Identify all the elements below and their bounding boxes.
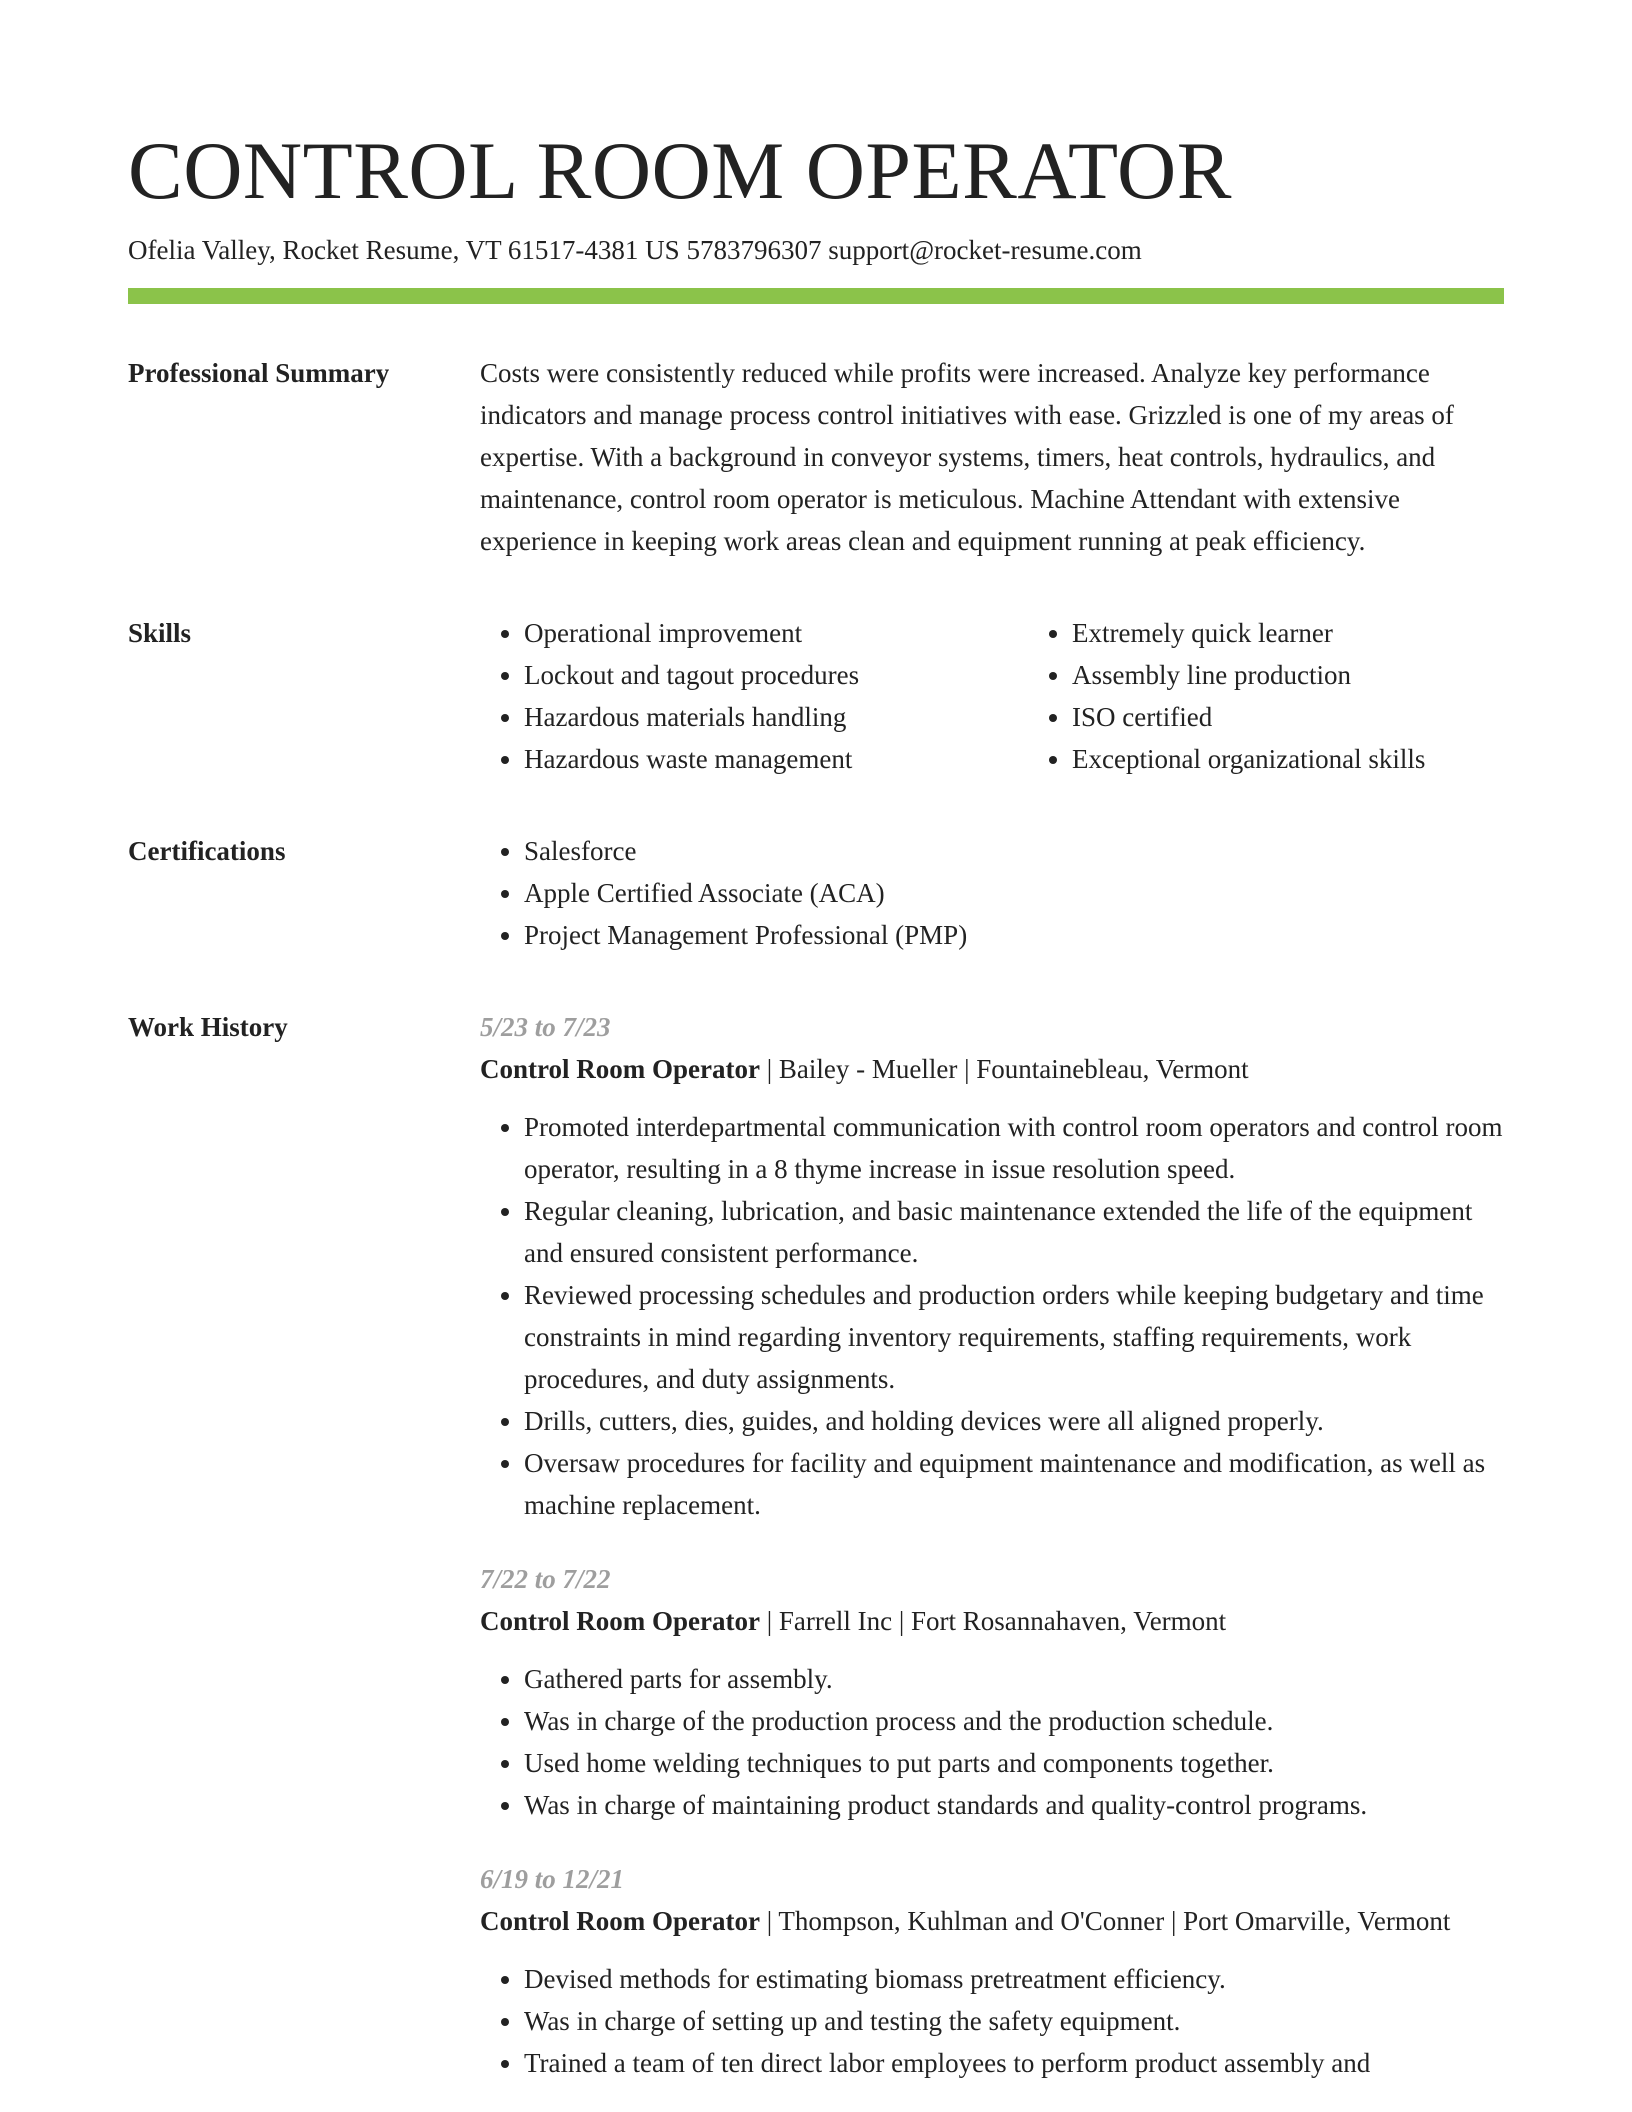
skill-item: • Exceptional organizational skills <box>1072 738 1576 780</box>
skill-item: • Lockout and tagout procedures <box>524 654 1028 696</box>
job-bullet: • Used home welding techniques to put parts and components together. <box>524 1742 1504 1784</box>
job-bullet: • Oversaw procedures for facility and equipment maintenance and modification, as well as machine replacement. <box>524 1442 1504 1526</box>
certification-item: • Salesforce <box>524 830 1504 872</box>
job-title: Control Room Operator <box>480 1906 760 1936</box>
job-bullet: • Devised methods for estimating biomass pretreatment efficiency. <box>524 1958 1504 2000</box>
job-title-line <box>480 1900 1504 1942</box>
certifications-section <box>128 830 1504 956</box>
job-entry <box>480 1006 1504 1526</box>
skill-item: • Operational improvement <box>524 612 1028 654</box>
skills-list-left <box>480 612 1028 780</box>
skill-item: • Hazardous waste management <box>524 738 1028 780</box>
job-bullets <box>480 1958 1504 2084</box>
job-entry <box>480 1858 1504 2084</box>
job-bullet: • Was in charge of maintaining product standards and quality-control programs. <box>524 1784 1504 1826</box>
accent-divider <box>128 288 1504 304</box>
job-bullet: • Reviewed processing schedules and production orders while keeping budgetary and time constraints in mind regarding inventory requirements, staffing requirements, work procedures, and duty assignments. <box>524 1274 1504 1400</box>
skill-item: • Extremely quick learner <box>1072 612 1576 654</box>
job-title-line <box>480 1600 1504 1642</box>
job-bullet: • Was in charge of the production process and the production schedule. <box>524 1700 1504 1742</box>
job-bullets <box>480 1658 1504 1826</box>
skills-list-right <box>1028 612 1576 780</box>
job-entry <box>480 1558 1504 1826</box>
job-bullets <box>480 1106 1504 1526</box>
skill-item: • ISO certified <box>1072 696 1576 738</box>
certifications-list <box>480 830 1504 956</box>
job-employer: | Thompson, Kuhlman and O'Conner | Port Omarville, Vermont <box>766 1906 1451 1936</box>
job-bullet: • Gathered parts for assembly. <box>524 1658 1504 1700</box>
skills-heading: Skills <box>128 618 192 648</box>
summary-heading: Professional Summary <box>128 358 390 388</box>
skill-item: • Assembly line production <box>1072 654 1576 696</box>
job-employer: | Bailey - Mueller | Fountainebleau, Vermont <box>766 1054 1249 1084</box>
job-bullet: • Regular cleaning, lubrication, and basic maintenance extended the life of the equipment and ensured consistent performance. <box>524 1190 1504 1274</box>
job-bullet: • Trained a team of ten direct labor employees to perform product assembly and <box>524 2042 1504 2084</box>
job-dates: 7/22 to 7/22 <box>480 1564 611 1594</box>
resume-title: CONTROL ROOM OPERATOR <box>128 125 1232 216</box>
summary-section <box>128 352 1504 562</box>
skill-item: • Hazardous materials handling <box>524 696 1028 738</box>
job-bullet: • Drills, cutters, dies, guides, and holding devices were all aligned properly. <box>524 1400 1504 1442</box>
contact-email: support@rocket-resume.com <box>828 235 1142 265</box>
job-bullet: • Was in charge of setting up and testing the safety equipment. <box>524 2000 1504 2042</box>
work-history-heading: Work History <box>128 1012 288 1042</box>
job-title: Control Room Operator <box>480 1054 760 1084</box>
job-title: Control Room Operator <box>480 1606 760 1636</box>
skills-section <box>128 612 1504 780</box>
job-dates: 5/23 to 7/23 <box>480 1012 611 1042</box>
certification-item: • Project Management Professional (PMP) <box>524 914 1504 956</box>
work-history-section <box>128 1006 1504 2084</box>
resume-page <box>128 0 1504 2084</box>
job-dates: 6/19 to 12/21 <box>480 1864 625 1894</box>
certification-item: • Apple Certified Associate (ACA) <box>524 872 1504 914</box>
job-employer: | Farrell Inc | Fort Rosannahaven, Vermont <box>766 1606 1227 1636</box>
contact-line <box>128 232 1504 268</box>
contact-phone: 5783796307 <box>686 235 822 265</box>
job-bullet: • Promoted interdepartmental communication with control room operators and control room operator, resulting in a 8 thyme increase in issue resolution speed. <box>524 1106 1504 1190</box>
summary-text: Costs were consistently reduced while profits were increased. Analyze key performance indicators and manage process control initiatives with ease. Grizzled is one of my areas of expertise. With a background in conveyor systems, timers, heat controls, hydraulics, and maintenance, control room operator is meticulous. Machine Attendant with extensive experience in keeping work areas clean and equipment running at peak efficiency. <box>480 358 1454 556</box>
job-title-line <box>480 1048 1504 1090</box>
certifications-heading: Certifications <box>128 836 286 866</box>
contact-address: Ofelia Valley, Rocket Resume, VT 61517-4381 US <box>128 235 680 265</box>
